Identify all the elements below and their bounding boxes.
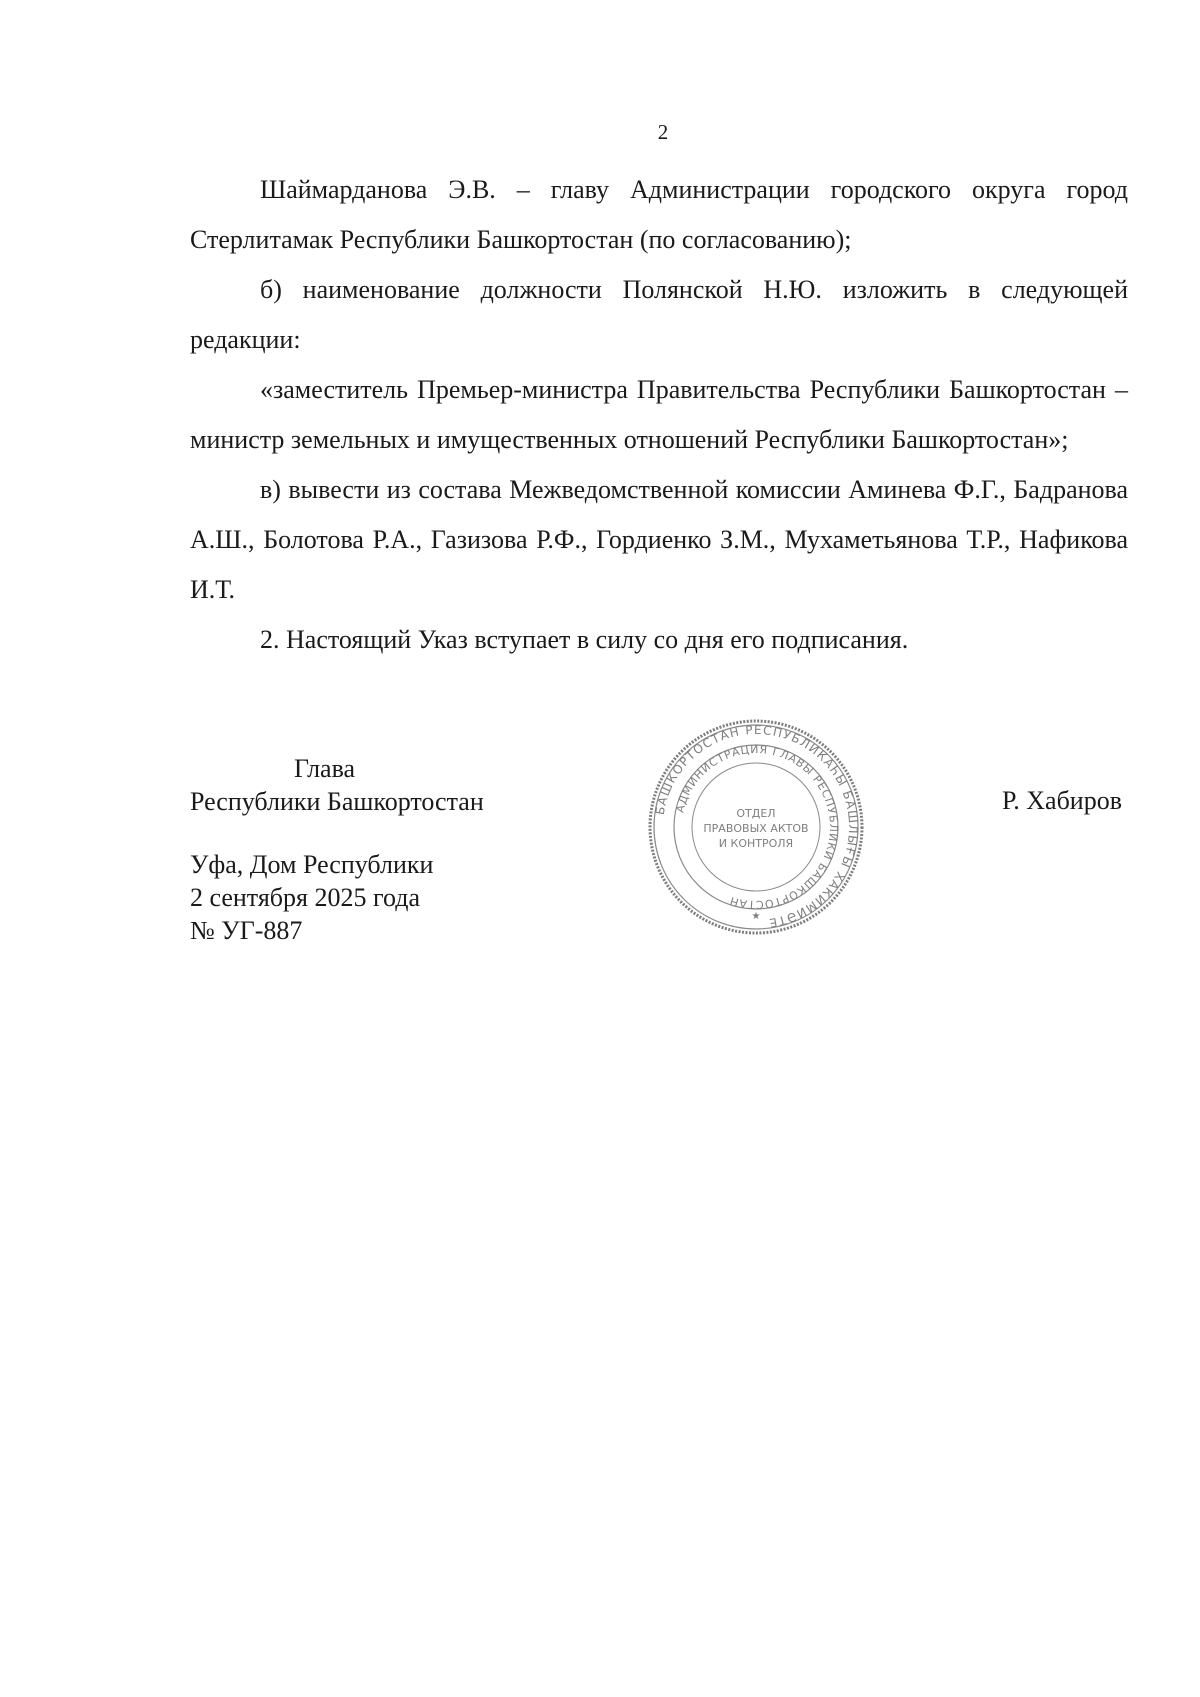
signing-date: 2 сентября 2025 года <box>190 883 421 912</box>
paragraph-rename-position: б) наименование должности Полянской Н.Ю. изложить в следующей редакции: <box>190 275 1128 354</box>
signatory-title-line2: Республики Башкортостан <box>190 787 484 816</box>
official-stamp <box>645 718 867 936</box>
decree-number: № УГ-887 <box>190 916 303 945</box>
stamp-outer-text: БАШКОРТОСТАН РЕСПУБЛИКАҺЫ БАШЛЫҒЫ ХАКИМИӘТЕ <box>652 722 861 931</box>
place-date-number <box>190 848 433 947</box>
paragraph-appointment: Шаймарданова Э.В. – главу Администрации городского округа город Стерлитамак Республики Башкортостан (по согласованию); <box>190 175 1128 254</box>
stamp-star-icon: ★ <box>751 911 761 922</box>
stamp-inner-text: АДМИНИСТРАЦИЯ ГЛАВЫ РЕСПУБЛИКИ БАШКОРТОСТАН <box>673 742 841 912</box>
paragraph-position-title: «заместитель Премьер-министра Правительства Республики Башкортостан – министр земельных и имущественных отношений Республики Башкортостан»; <box>190 375 1128 454</box>
stamp-center-line3: И КОНТРОЛЯ <box>718 837 794 850</box>
page-number: 2 <box>657 120 669 144</box>
paragraph-remove-members: в) вывести из состава Межведомственной комиссии Аминева Ф.Г., Бадранова А.Ш., Болотова Р.А., Газизова Р.Ф., Гордиенко З.М., Мухаметьянова Т.Р., Нафикова И.Т. <box>190 475 1128 604</box>
signatory-name: Р. Хабиров <box>1002 786 1122 815</box>
signatory-title <box>190 752 484 818</box>
paragraph-effective-date: 2. Настоящий Указ вступает в силу со дня его подписания. <box>260 625 909 654</box>
stamp-center-line1: ОТДЕЛ <box>736 807 776 820</box>
document-body <box>190 165 1128 665</box>
signatory-title-line1: Глава <box>294 754 356 783</box>
stamp-center-line2: ПРАВОВЫХ АКТОВ <box>703 822 809 835</box>
signing-place: Уфа, Дом Республики <box>190 850 434 879</box>
